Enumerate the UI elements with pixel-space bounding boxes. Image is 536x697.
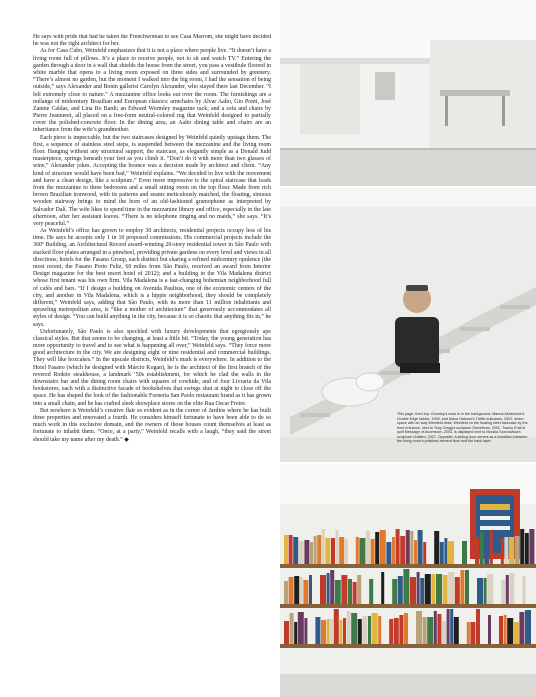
book-spine [522,576,525,604]
book-spine [368,616,371,644]
book-spine [525,533,529,564]
book-spine [519,612,524,644]
book-spine [357,575,361,604]
book-spine [284,621,289,644]
book-spine [289,577,294,604]
book-spine [396,529,400,564]
book-spine [427,617,433,644]
article-paragraph: Each piece is impeccable, but the two staircases designed by Weinfeld quietly upstage them. The first, a sequence of stainless steel steps, is suspended between the mezzanine and the living room floor. Hanging without any structural support, the staircase, as elegantly simple as a Donald Judd masterpiece, springs beneath your feet as you climb it. “Don’t do it with more than two glasses of wine,” Alexander jokes. Accepting the bounce was a decision made by architect and client. “Any kind of structure would have been bad,” Weinfeld explains. “We decided to live with the movement and have a clean design, like a sculpture.” Even more impressive is the spiral staircase that leads from the mezzanine to three bedrooms and a small sitting room on the top floor. Made from rich brown Brazilian ironwood, with its patterns and seams meticulously matched, the floating, sinuous wooden stairway brings to mind the horn of an old-fashioned gramophone as interpreted by Salvador Dalí. The wife likes to spend time in the mezzanine library and office, especially in the late afternoon, after her assistant leaves. “There is no telephone ringing and no maids,” she says. “It’s very peaceful.” [33,134,271,227]
book-spine [341,575,347,604]
book-spine [480,532,484,564]
book-spine [529,529,534,564]
book-spine [455,577,460,604]
book-spine [414,540,417,564]
book-spine [392,537,395,564]
book-spine [398,576,403,604]
book-spine [509,573,514,604]
book-spine [418,530,423,564]
book-spine [410,577,416,604]
article-paragraph: But nowhere is Weinfeld’s creative flair so evident as in the corner of Jardins where he has built three properties and renovated a fourth. He considers himself fortunate to have been able to do so much work in this exclusive domain, and the owners of those houses count themselves at least as fortunate to inhabit them. “Once, at a party,” Weinfeld recalls with a laugh, “they said the street should take my name after my death.” ◆ [33,407,271,443]
book-spine [327,573,330,604]
book-spine [394,618,399,644]
book-spine [465,570,469,604]
book-spine [416,611,422,644]
book-spine [484,534,489,564]
book-spine [434,611,437,644]
book-spine [389,619,393,644]
book-spine [448,572,454,604]
book-spine [336,530,339,564]
book-spine [356,537,359,564]
book-spine [284,535,288,564]
book-spine [325,538,330,564]
book-spine [467,622,470,644]
book-spine [499,616,503,644]
book-spine [448,541,454,564]
book-spine [380,530,386,564]
book-spine [299,541,304,564]
book-spine [348,579,352,604]
book-spine [507,618,513,644]
book-spine [423,542,426,564]
book-spine [294,576,299,604]
book-spine [392,579,397,604]
book-spine [317,535,321,564]
book-spine [515,536,520,564]
book-spine [514,622,519,644]
book-spine [375,532,379,564]
book-spine [504,537,508,564]
book-spine [403,569,409,604]
photo-bookshelves [280,464,536,697]
book-spine [399,615,403,644]
article-body [33,34,271,684]
book-spine [487,574,493,604]
book-spine [423,617,427,644]
book-spine [303,580,308,604]
book-spine [372,613,378,644]
book-spine [353,582,357,604]
book-spine [476,609,480,644]
book-spine [410,531,413,564]
book-spine [298,612,304,644]
book-spine [339,537,344,564]
book-spine [506,575,509,604]
book-spine [290,613,294,644]
book-spine [300,577,303,604]
book-spine [347,611,351,644]
photo-mezzanine-office [280,0,536,186]
book-spine [321,620,326,644]
book-spine [345,539,348,564]
book-spine [331,538,335,564]
book-spine [520,529,524,564]
book-spine [490,530,493,564]
book-spine [371,539,375,564]
book-spine [450,609,453,644]
book-spine [334,609,339,644]
book-spine [315,617,320,644]
book-spine [362,616,367,644]
book-spine [488,615,491,644]
book-spine [293,537,298,564]
book-spine [437,614,441,644]
book-spine [330,619,333,644]
book-spine [284,581,288,604]
book-spine [504,615,507,644]
book-spine [454,617,459,644]
book-spine [386,542,391,564]
book-spine [359,538,365,564]
book-spine [404,613,408,644]
book-spine [431,574,435,604]
book-spine [442,621,446,644]
book-spine [406,530,410,564]
photo-caption: This page, from top: Gormley’s work is in the background; Marina Abramović’s Double Edge ladder, 1995, and Mana Hatoum’s Traffic suitcases, 2002, share space with an Isay Weinfeld desk; Weinfeld on the floating steel staircase by the front entrance, next to Tony Cragg’s sculpture Secretions, 2001. Tracey Emin’s quilt Message of Ascension, 2003, is displayed next to Monika Sosnowska’s sculpture Untitled, 2007. Opposite: A sliding door serves as a transition between the living room’s polished-cement floor and the back lawn. [397,412,528,443]
article-paragraph: As Weinfeld’s office has grown to employ 30 architects, residential projects occupy less of his time. He says he accepts only 1 in 10 proposed commissions. His commercial projects include the 360º Building, an Architectural Record award-winning 20-story residential tower in São Paulo with stacked floor plates arranged in a pinwheel, providing private gardens on every level and views in all directions; hotels for the Fasano Group, each distinct but sharing a refined midcentury opulence (the most recent, the Fasano Porto Feliz, 60 miles from São Paulo, received an award from Interior Design magazine for the best resort hotel of 2012); and a building in the Vila Madalena district whose first tenant was his own firm. Vila Madalena is a fast-changing bohemian neighborhood full of cafés and bars. “If I design a building on Avenida Paulista, one of the economic centers of the city, and another in Vila Madalena, which is a hippie neighborhood, they should be completely different,” Weinfeld says, adding that São Paulo, with its more than 11 million inhabitants and sprawling metropolitan area, is “like a mother of architecture” that generously accommodates all styles of design. “You can build anything in the city, because it is so chaotic that anything fits in,” he says. [33,228,271,328]
book-spine [400,536,405,564]
book-spine [310,542,313,564]
book-spine [327,619,330,644]
book-spine [525,610,531,644]
book-spine [369,579,373,604]
book-spine [378,616,381,644]
book-spine [417,572,420,604]
book-spine [462,541,467,564]
book-spine [460,570,464,604]
book-spine [509,537,514,564]
book-spine [289,535,293,564]
book-spine [501,538,504,564]
book-spine [358,619,362,644]
book-spine [330,570,334,604]
book-spine [322,529,325,564]
book-spine [309,575,312,604]
book-spine [381,572,384,604]
book-spine [447,609,450,644]
book-spine [443,575,448,604]
article-paragraph: He says with pride that had he taken the Frenchwoman to see Casa Marrom, she might have decided he was not the right architect for her. [33,34,271,48]
book-spine [475,537,479,564]
book-spine [440,542,444,564]
book-spine [434,531,439,564]
book-spine [304,618,307,644]
book-spine [320,575,326,604]
book-spine [470,622,475,644]
book-spine [444,538,447,564]
book-spine [436,574,442,604]
book-spine [335,580,341,604]
book-spine [351,613,357,644]
book-spine [420,578,424,604]
book-spine [501,580,505,604]
book-spine [484,578,487,604]
book-spine [343,618,346,644]
book-spine [294,622,297,644]
book-spine [366,531,370,564]
book-spine [425,574,431,604]
book-spine [304,540,309,564]
book-spine [339,620,342,644]
article-paragraph: As for Casa Cubo, Weinfeld emphasizes that it is not a place where people live. “It doesn’t have a living room full of pillows. It’s a place to receive people, not to sit and watch TV.” Entering the garden through a door in a wall that shields the house from the street, you pass a vestibule floored in white marble that opens to a living room exposed on three sides and surrounded by greenery. “There’s almost no garden, but the moment I walked into the big room, I had the sensation of being outside,” says Alexander and Bonin gallerist Carolyn Alexander, who stayed there last December. “I felt extremely close to nature.” A mezzanine office looks out over the room. The furnishings are a mélange of midcentury Brazilian and European classics: armchairs by Alvar Aalto, Gio Ponti, José Zanine Caldas, and Lina Bo Bardi; an Edward Wormley magazine rack; and a sofa and chairs by Pierre Jeanneret, all placed on a free-form neutral-colored rug that Weinfeld designed to partially cover the polished-concrete floor. In the dining area, an Aalto dining table and chairs are an inheritance from the wife’s grandmother. [33,48,271,134]
book-spine [314,536,317,564]
article-paragraph: Unfortunately, São Paulo is also speckled with luxury developments that egregiously ape classical styles. But that seems to be changing, at least a little bit. “Today, the young generation has more opportunity to travel and to see what is happening all over,” Weinfeld says. “They force more good architecture in the city. We are designing eight or nine residential and commercial buildings. They will like boxcakes.” In the upscale districts, Weinfeld’s mark is everywhere. In addition to the Hotel Fasano (which he designed with Márcio Kogan), he is the architect of the first branch of the revered Rodeio steakhouse, a landmark ’50s establishment, for which he clad the walls in the downstairs bar and the dining room chairs with squares of cowhide, and of four Livraria da Vila bookstores, each with a distinctive facade of bookshelves that swings shut at night to close off the space. He has shaped the look of the fashionable Forneria San Paolo restaurant brand as it has grown into a small chain, and he has crafted sleek showplace stores on the elite Rua Oscar Freire. [33,328,271,407]
book-spine [477,578,483,604]
